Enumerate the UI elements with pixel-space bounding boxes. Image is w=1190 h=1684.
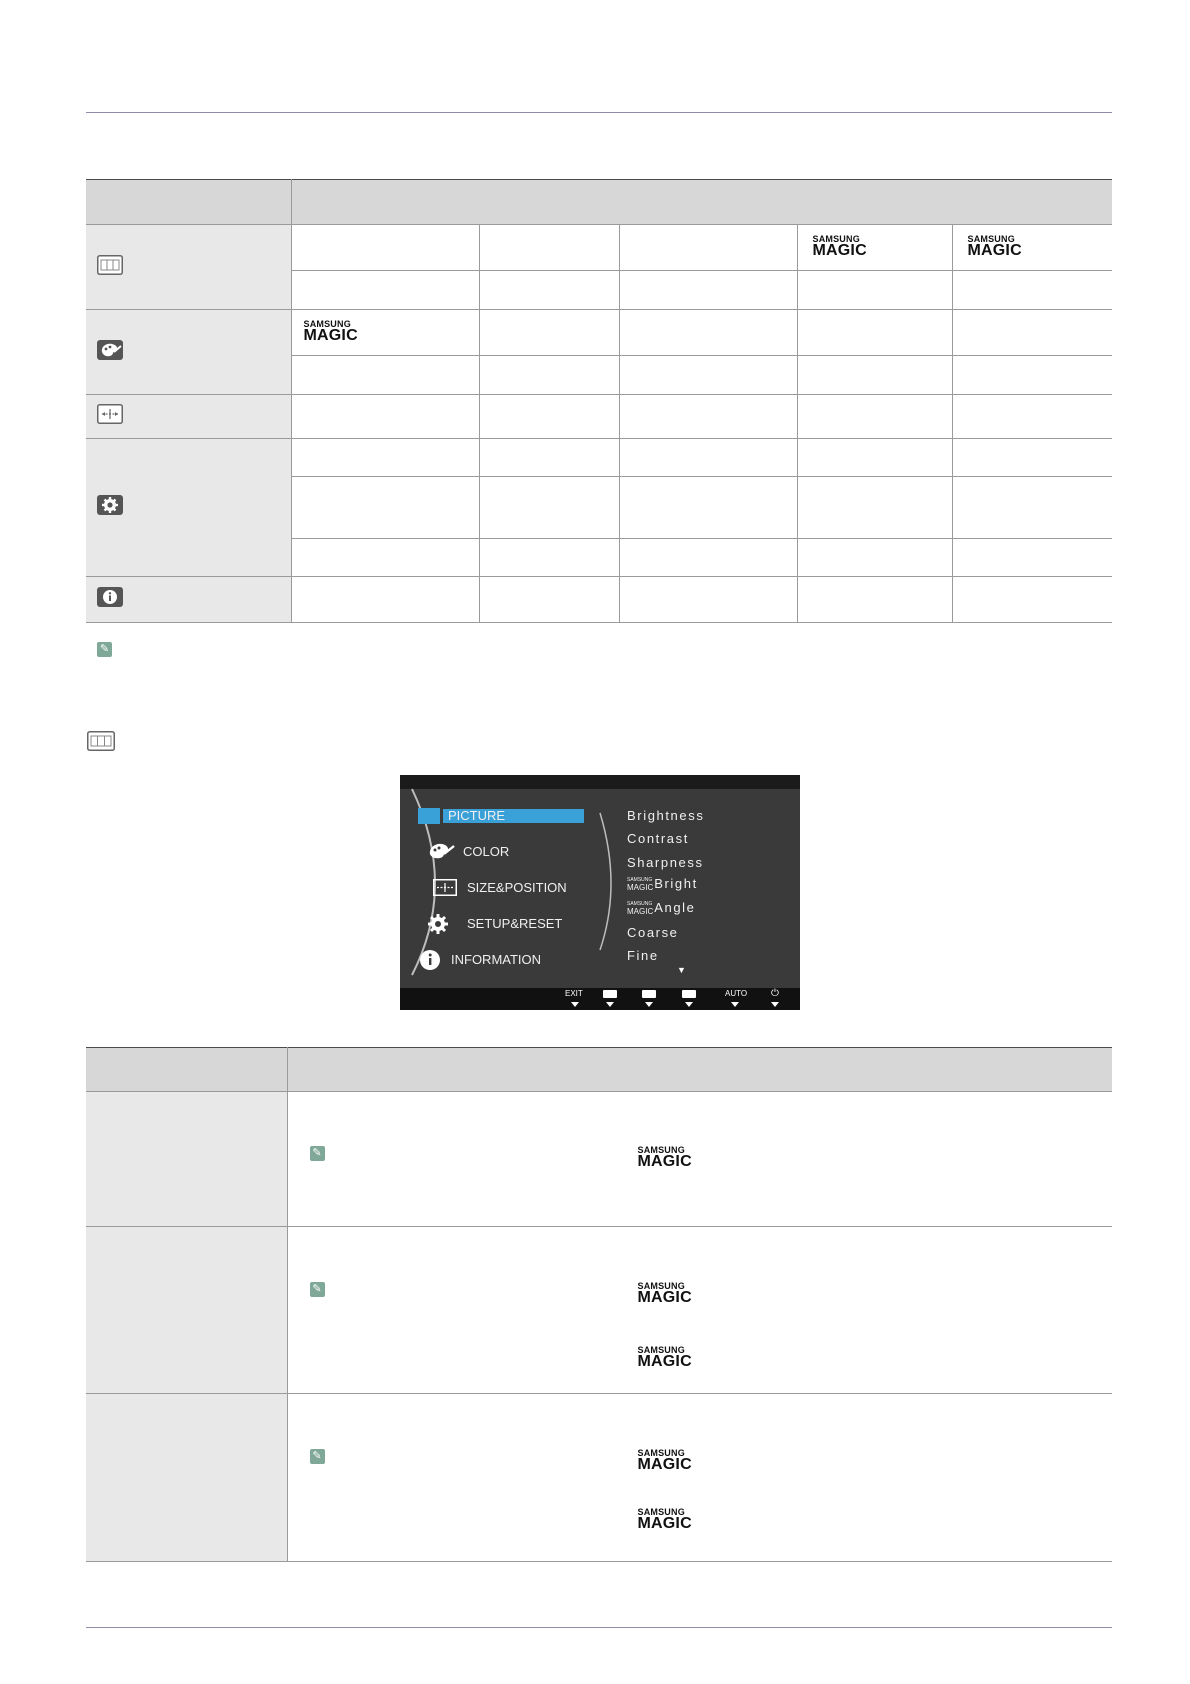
power-button-marker (771, 1002, 779, 1007)
table-cell (291, 439, 479, 477)
osd-submenu-magic-bright[interactable] (627, 876, 698, 892)
down-button[interactable] (603, 990, 617, 998)
bottom-rule (86, 1627, 1112, 1628)
osd-menu-label: SETUP&RESET (467, 916, 563, 931)
table-cell (952, 225, 1112, 271)
description-cell (287, 1394, 1112, 1562)
table-cell (952, 356, 1112, 395)
table-cell (952, 577, 1112, 623)
table-cell (291, 225, 479, 271)
auto-button-marker (731, 1002, 739, 1007)
table-cell (479, 477, 619, 539)
table-cell (291, 310, 479, 356)
osd-submenu-label: Angle (654, 900, 696, 915)
header-cell-submenu (291, 180, 1112, 225)
exit-button-marker (571, 1002, 579, 1007)
info-icon (97, 587, 123, 612)
note-icon: ✎ (97, 642, 112, 657)
info-icon (419, 949, 441, 976)
exit-button-label[interactable]: EXIT (565, 989, 583, 998)
description-cell (287, 1227, 1112, 1394)
osd-submenu-contrast[interactable]: Contrast (627, 831, 689, 846)
samsung-magic-logo: SAMSUNG MAGIC (303, 319, 358, 344)
table-row (86, 577, 1112, 623)
samsung-magic-logo: SAMSUNG MAGIC (637, 1448, 692, 1473)
table-cell (952, 439, 1112, 477)
table-cell (952, 395, 1112, 439)
table-cell (797, 310, 952, 356)
enter-button[interactable] (682, 990, 696, 998)
auto-button-label[interactable]: AUTO (725, 989, 748, 998)
table-cell (619, 356, 797, 395)
color-label-cell (86, 310, 291, 395)
osd-submenu-label: Bright (654, 876, 698, 891)
table-cell (797, 577, 952, 623)
up-button[interactable] (642, 990, 656, 998)
description-cell (287, 1092, 1112, 1227)
table-cell (479, 271, 619, 310)
table-row (86, 225, 1112, 271)
osd-menu-label: COLOR (463, 844, 510, 859)
information-label-cell (86, 577, 291, 623)
size-position-icon (97, 404, 123, 429)
table-cell (479, 225, 619, 271)
header-cell-description (287, 1048, 1112, 1092)
table-cell (619, 225, 797, 271)
description-label-cell (86, 1394, 287, 1562)
menu-structure-table (86, 179, 1112, 623)
table-row (86, 395, 1112, 439)
power-button-label[interactable]: ⏻ (771, 988, 779, 999)
samsung-magic-logo: SAMSUNG MAGIC (967, 234, 1022, 259)
table-cell (291, 271, 479, 310)
table-cell (797, 477, 952, 539)
table-cell (291, 539, 479, 577)
table-cell (479, 310, 619, 356)
osd-submenu-brightness[interactable]: Brightness (627, 808, 705, 823)
osd-button-bar (400, 988, 800, 1010)
table-cell (479, 539, 619, 577)
table-cell (952, 477, 1112, 539)
table-cell (619, 539, 797, 577)
size-position-icon (433, 879, 457, 901)
table-cell (797, 539, 952, 577)
picture-description-table (86, 1047, 1112, 1562)
table-cell (952, 271, 1112, 310)
table-header-row (86, 1048, 1112, 1092)
samsung-magic-logo: SAMSUNG MAGIC (637, 1145, 692, 1170)
samsung-magic-logo: SAMSUNG MAGIC (637, 1281, 692, 1306)
table-cell (619, 395, 797, 439)
table-cell (619, 310, 797, 356)
top-rule (86, 112, 1112, 113)
table-cell (797, 395, 952, 439)
table-cell (291, 395, 479, 439)
header-cell-menu (86, 1048, 287, 1092)
osd-menu-item-information[interactable] (419, 949, 599, 971)
samsung-magic-logo: SAMSUNG MAGIC (637, 1345, 692, 1370)
table-row (86, 310, 1112, 356)
table-cell (619, 577, 797, 623)
osd-menu-label: PICTURE (448, 808, 506, 823)
size-position-label-cell (86, 395, 291, 439)
gear-icon (427, 913, 449, 940)
osd-menu-screenshot (400, 775, 800, 1010)
osd-submenu-coarse[interactable]: Coarse (627, 925, 679, 940)
color-palette-icon (427, 841, 455, 868)
table-cell (291, 477, 479, 539)
table-cell (479, 577, 619, 623)
osd-submenu-sharpness[interactable]: Sharpness (627, 855, 704, 870)
table-cell (479, 395, 619, 439)
note-icon: ✎ (310, 1449, 325, 1464)
samsung-magic-logo: SAMSUNG MAGIC (627, 876, 654, 892)
osd-menu-item-setup-reset[interactable] (427, 913, 607, 935)
table-cell (797, 271, 952, 310)
setup-reset-label-cell (86, 439, 291, 577)
down-button-marker (606, 1002, 614, 1007)
picture-icon (87, 731, 115, 756)
picture-icon (418, 808, 440, 824)
table-cell (797, 225, 952, 271)
table-cell (291, 356, 479, 395)
description-label-cell (86, 1092, 287, 1227)
osd-submenu-fine[interactable]: Fine (627, 948, 659, 963)
samsung-magic-logo: SAMSUNG MAGIC (637, 1507, 692, 1532)
table-row (86, 439, 1112, 477)
table-row (86, 1394, 1112, 1562)
osd-menu-item-picture[interactable] (418, 808, 584, 824)
table-cell (479, 439, 619, 477)
table-cell (952, 310, 1112, 356)
color-palette-icon (97, 340, 123, 365)
picture-label-cell (86, 225, 291, 310)
table-cell (619, 439, 797, 477)
osd-submenu-magic-angle[interactable] (627, 900, 695, 916)
description-label-cell (86, 1227, 287, 1394)
header-cell-menu (86, 180, 291, 225)
table-row (86, 1092, 1112, 1227)
osd-menu-label: INFORMATION (451, 952, 542, 967)
enter-button-marker (685, 1002, 693, 1007)
table-row (86, 1227, 1112, 1394)
up-button-marker (645, 1002, 653, 1007)
samsung-magic-logo: SAMSUNG MAGIC (812, 234, 867, 259)
picture-icon (97, 255, 123, 280)
table-header-row (86, 180, 1112, 225)
samsung-magic-logo: SAMSUNG MAGIC (627, 900, 654, 916)
osd-menu-item-color[interactable] (427, 841, 587, 863)
table-cell (619, 271, 797, 310)
table-cell (619, 477, 797, 539)
note-icon: ✎ (310, 1282, 325, 1297)
gear-icon (97, 495, 123, 520)
table-cell (952, 539, 1112, 577)
osd-menu-label: SIZE&POSITION (467, 880, 567, 895)
table-cell (291, 577, 479, 623)
osd-more-arrow: ▼ (677, 965, 686, 975)
table-cell (479, 356, 619, 395)
table-cell (797, 356, 952, 395)
osd-menu-item-size-position[interactable] (433, 878, 613, 898)
table-cell (797, 439, 952, 477)
note-icon: ✎ (310, 1146, 325, 1161)
